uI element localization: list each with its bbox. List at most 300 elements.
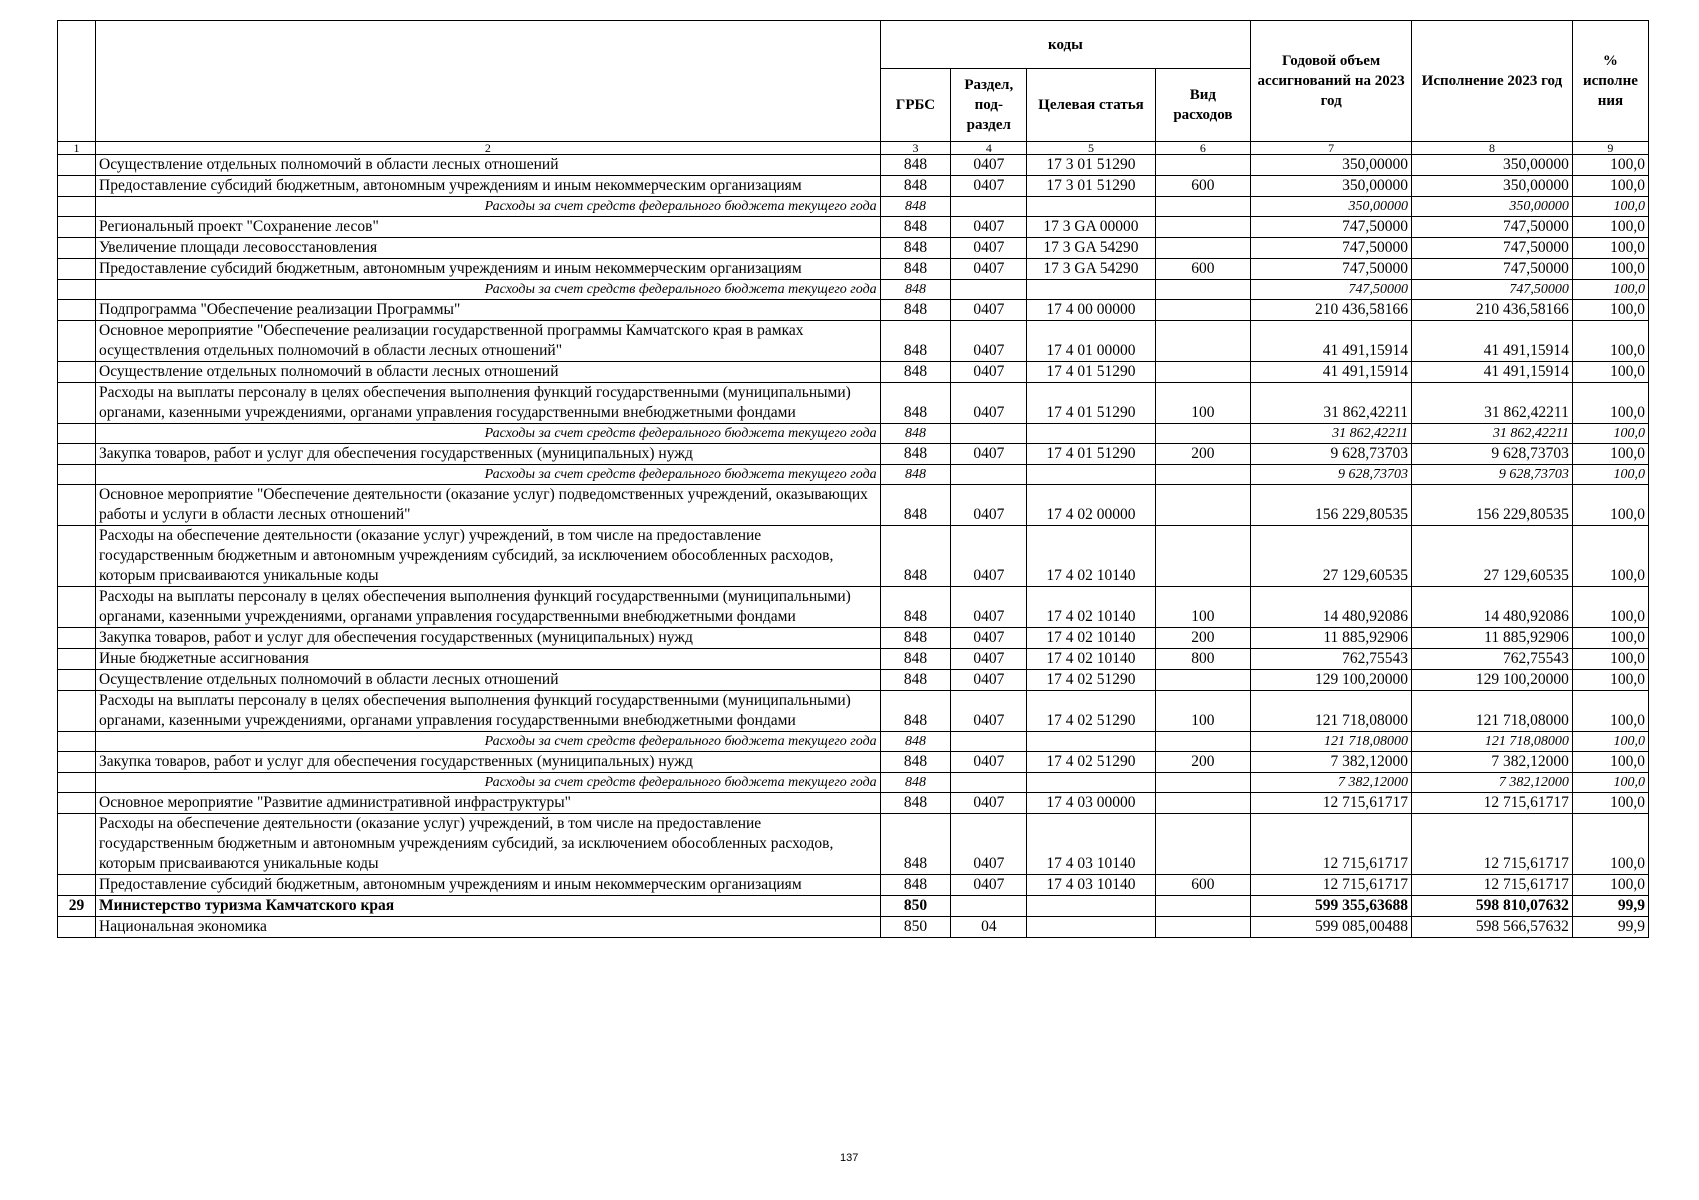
row-percent: 99,9 xyxy=(1572,917,1648,938)
header-execution: Исполнение 2023 год xyxy=(1412,21,1573,142)
row-execution: 11 885,92906 xyxy=(1412,628,1573,649)
row-exptype xyxy=(1155,155,1251,176)
row-execution: 31 862,42211 xyxy=(1412,383,1573,424)
column-number-row xyxy=(58,142,1649,155)
header-percent: % исполне ния xyxy=(1572,21,1648,142)
row-annual: 747,50000 xyxy=(1251,259,1412,280)
row-exptype xyxy=(1155,732,1251,752)
row-grbs: 848 xyxy=(880,217,951,238)
row-exptype: 600 xyxy=(1155,176,1251,197)
row-name: Министерство туризма Камчатского края xyxy=(96,896,881,917)
row-grbs: 848 xyxy=(880,628,951,649)
table-row xyxy=(58,444,1649,465)
row-grbs: 848 xyxy=(880,793,951,814)
row-exptype xyxy=(1155,896,1251,917)
row-grbs: 848 xyxy=(880,752,951,773)
row-percent: 100,0 xyxy=(1572,691,1648,732)
column-number: 1 xyxy=(58,142,96,155)
row-exptype xyxy=(1155,793,1251,814)
table-row xyxy=(58,217,1649,238)
table-row xyxy=(58,176,1649,197)
table-row xyxy=(58,875,1649,896)
row-section: 04 xyxy=(951,917,1027,938)
table-row xyxy=(58,362,1649,383)
row-annual: 121 718,08000 xyxy=(1251,691,1412,732)
row-annual: 31 862,42211 xyxy=(1251,424,1412,444)
row-target xyxy=(1027,197,1155,217)
row-exptype xyxy=(1155,917,1251,938)
row-execution: 12 715,61717 xyxy=(1412,793,1573,814)
row-target xyxy=(1027,773,1155,793)
row-grbs: 848 xyxy=(880,155,951,176)
row-annual: 599 355,63688 xyxy=(1251,896,1412,917)
row-name: Предоставление субсидий бюджетным, автономным учреждениям и иным некоммерческим организациям xyxy=(96,176,881,197)
row-target: 17 3 GA 54290 xyxy=(1027,259,1155,280)
row-number xyxy=(58,587,96,628)
row-target: 17 3 GA 54290 xyxy=(1027,238,1155,259)
row-target: 17 4 02 10140 xyxy=(1027,649,1155,670)
row-grbs: 848 xyxy=(880,875,951,896)
row-target xyxy=(1027,917,1155,938)
row-grbs: 848 xyxy=(880,465,951,485)
row-grbs: 850 xyxy=(880,896,951,917)
row-name: Подпрограмма "Обеспечение реализации Программы" xyxy=(96,300,881,321)
row-percent: 100,0 xyxy=(1572,155,1648,176)
row-number xyxy=(58,197,96,217)
row-grbs: 848 xyxy=(880,176,951,197)
table-row xyxy=(58,424,1649,444)
column-number: 8 xyxy=(1412,142,1573,155)
row-target: 17 4 01 51290 xyxy=(1027,383,1155,424)
row-annual: 7 382,12000 xyxy=(1251,752,1412,773)
table-row xyxy=(58,691,1649,732)
row-number xyxy=(58,155,96,176)
row-section: 0407 xyxy=(951,587,1027,628)
header-annual: Годовой объем ассигнований на 2023 год xyxy=(1251,21,1412,142)
row-number xyxy=(58,259,96,280)
row-target xyxy=(1027,465,1155,485)
row-number xyxy=(58,300,96,321)
row-name: Иные бюджетные ассигнования xyxy=(96,649,881,670)
row-exptype: 200 xyxy=(1155,628,1251,649)
page-number: 137 xyxy=(840,1152,859,1164)
row-execution: 12 715,61717 xyxy=(1412,814,1573,875)
header-section: Раздел, под-раздел xyxy=(951,69,1027,142)
row-execution: 350,00000 xyxy=(1412,176,1573,197)
row-number xyxy=(58,875,96,896)
column-number: 9 xyxy=(1572,142,1648,155)
row-target: 17 4 01 00000 xyxy=(1027,321,1155,362)
row-name: Увеличение площади лесовосстановления xyxy=(96,238,881,259)
row-exptype xyxy=(1155,321,1251,362)
row-section: 0407 xyxy=(951,383,1027,424)
row-target: 17 3 01 51290 xyxy=(1027,176,1155,197)
row-number: 29 xyxy=(58,896,96,917)
row-section xyxy=(951,465,1027,485)
column-number: 2 xyxy=(96,142,881,155)
row-percent: 100,0 xyxy=(1572,875,1648,896)
row-section: 0407 xyxy=(951,300,1027,321)
row-execution: 747,50000 xyxy=(1412,280,1573,300)
row-exptype xyxy=(1155,280,1251,300)
row-target: 17 4 01 51290 xyxy=(1027,362,1155,383)
budget-table xyxy=(57,20,1649,938)
row-section: 0407 xyxy=(951,217,1027,238)
row-percent: 100,0 xyxy=(1572,238,1648,259)
row-grbs: 848 xyxy=(880,485,951,526)
row-target: 17 4 03 10140 xyxy=(1027,814,1155,875)
row-name: Закупка товаров, работ и услуг для обеспечения государственных (муниципальных) нужд xyxy=(96,752,881,773)
table-row xyxy=(58,773,1649,793)
row-number xyxy=(58,238,96,259)
row-annual: 121 718,08000 xyxy=(1251,732,1412,752)
row-target: 17 4 02 00000 xyxy=(1027,485,1155,526)
row-grbs: 848 xyxy=(880,300,951,321)
row-section xyxy=(951,280,1027,300)
row-section: 0407 xyxy=(951,238,1027,259)
row-annual: 9 628,73703 xyxy=(1251,444,1412,465)
row-exptype: 200 xyxy=(1155,752,1251,773)
row-execution: 41 491,15914 xyxy=(1412,321,1573,362)
row-execution: 762,75543 xyxy=(1412,649,1573,670)
row-number xyxy=(58,176,96,197)
table-row xyxy=(58,259,1649,280)
row-grbs: 848 xyxy=(880,526,951,587)
row-name: Региональный проект "Сохранение лесов" xyxy=(96,217,881,238)
row-number xyxy=(58,773,96,793)
row-target: 17 4 02 10140 xyxy=(1027,587,1155,628)
row-execution: 747,50000 xyxy=(1412,238,1573,259)
table-body xyxy=(58,155,1649,938)
row-section: 0407 xyxy=(951,814,1027,875)
row-annual: 7 382,12000 xyxy=(1251,773,1412,793)
table-row xyxy=(58,917,1649,938)
row-target: 17 4 02 10140 xyxy=(1027,526,1155,587)
header-blank-name xyxy=(96,21,881,142)
row-annual: 9 628,73703 xyxy=(1251,465,1412,485)
row-number xyxy=(58,321,96,362)
row-percent: 100,0 xyxy=(1572,176,1648,197)
row-grbs: 848 xyxy=(880,280,951,300)
row-section xyxy=(951,424,1027,444)
row-annual: 12 715,61717 xyxy=(1251,814,1412,875)
row-section: 0407 xyxy=(951,793,1027,814)
table-row xyxy=(58,465,1649,485)
row-number xyxy=(58,732,96,752)
row-target: 17 4 00 00000 xyxy=(1027,300,1155,321)
row-annual: 14 480,92086 xyxy=(1251,587,1412,628)
row-exptype xyxy=(1155,197,1251,217)
column-number: 7 xyxy=(1251,142,1412,155)
row-grbs: 848 xyxy=(880,444,951,465)
row-number xyxy=(58,280,96,300)
row-execution: 350,00000 xyxy=(1412,197,1573,217)
row-exptype xyxy=(1155,362,1251,383)
header-codes: коды xyxy=(880,21,1251,69)
row-percent: 100,0 xyxy=(1572,793,1648,814)
row-execution: 9 628,73703 xyxy=(1412,465,1573,485)
row-target: 17 4 02 51290 xyxy=(1027,752,1155,773)
table-row xyxy=(58,280,1649,300)
table-row xyxy=(58,526,1649,587)
row-section: 0407 xyxy=(951,155,1027,176)
row-number xyxy=(58,383,96,424)
row-execution: 7 382,12000 xyxy=(1412,752,1573,773)
row-target: 17 3 GA 00000 xyxy=(1027,217,1155,238)
row-execution: 14 480,92086 xyxy=(1412,587,1573,628)
row-percent: 100,0 xyxy=(1572,259,1648,280)
row-name: Осуществление отдельных полномочий в области лесных отношений xyxy=(96,670,881,691)
row-grbs: 848 xyxy=(880,773,951,793)
row-section xyxy=(951,773,1027,793)
row-grbs: 848 xyxy=(880,424,951,444)
row-exptype: 800 xyxy=(1155,649,1251,670)
row-exptype: 200 xyxy=(1155,444,1251,465)
row-name: Расходы на обеспечение деятельности (оказание услуг) учреждений, в том числе на предоставление государственным бюджетным и автономным учреждениям субсидий, за исключением обособленных расходов, которым присваиваются уникальные коды xyxy=(96,526,881,587)
row-percent: 100,0 xyxy=(1572,362,1648,383)
row-annual: 129 100,20000 xyxy=(1251,670,1412,691)
column-number: 5 xyxy=(1027,142,1155,155)
row-number xyxy=(58,814,96,875)
row-percent: 100,0 xyxy=(1572,300,1648,321)
row-name: Осуществление отдельных полномочий в области лесных отношений xyxy=(96,155,881,176)
header-grbs: ГРБС xyxy=(880,69,951,142)
row-name: Осуществление отдельных полномочий в области лесных отношений xyxy=(96,362,881,383)
row-exptype: 600 xyxy=(1155,259,1251,280)
table-row xyxy=(58,238,1649,259)
row-section xyxy=(951,197,1027,217)
row-number xyxy=(58,526,96,587)
row-execution: 9 628,73703 xyxy=(1412,444,1573,465)
row-percent: 100,0 xyxy=(1572,280,1648,300)
row-percent: 100,0 xyxy=(1572,383,1648,424)
row-grbs: 848 xyxy=(880,383,951,424)
table-row xyxy=(58,793,1649,814)
row-name: Закупка товаров, работ и услуг для обеспечения государственных (муниципальных) нужд xyxy=(96,628,881,649)
row-percent: 100,0 xyxy=(1572,485,1648,526)
row-execution: 598 810,07632 xyxy=(1412,896,1573,917)
row-exptype xyxy=(1155,465,1251,485)
row-number xyxy=(58,917,96,938)
row-name: Расходы на выплаты персоналу в целях обеспечения выполнения функций государственными (муниципальными) органами, казенными учреждениями, органами управления государственными внебюджетными фондами xyxy=(96,383,881,424)
row-annual: 210 436,58166 xyxy=(1251,300,1412,321)
row-exptype xyxy=(1155,238,1251,259)
row-section: 0407 xyxy=(951,670,1027,691)
budget-sheet xyxy=(57,20,1649,938)
row-execution: 598 566,57632 xyxy=(1412,917,1573,938)
row-exptype: 100 xyxy=(1155,587,1251,628)
row-execution: 12 715,61717 xyxy=(1412,875,1573,896)
row-execution: 7 382,12000 xyxy=(1412,773,1573,793)
row-number xyxy=(58,649,96,670)
row-name: Расходы за счет средств федерального бюджета текущего года xyxy=(96,280,881,300)
row-percent: 100,0 xyxy=(1572,424,1648,444)
row-section: 0407 xyxy=(951,691,1027,732)
row-annual: 12 715,61717 xyxy=(1251,793,1412,814)
row-grbs: 848 xyxy=(880,814,951,875)
row-section: 0407 xyxy=(951,526,1027,587)
row-name: Расходы за счет средств федерального бюджета текущего года xyxy=(96,197,881,217)
row-section: 0407 xyxy=(951,259,1027,280)
row-grbs: 850 xyxy=(880,917,951,938)
row-number xyxy=(58,362,96,383)
table-row xyxy=(58,321,1649,362)
row-name: Закупка товаров, работ и услуг для обеспечения государственных (муниципальных) нужд xyxy=(96,444,881,465)
header-target: Целевая статья xyxy=(1027,69,1155,142)
row-percent: 100,0 xyxy=(1572,197,1648,217)
table-row xyxy=(58,670,1649,691)
row-target: 17 4 01 51290 xyxy=(1027,444,1155,465)
row-number xyxy=(58,485,96,526)
row-percent: 100,0 xyxy=(1572,628,1648,649)
row-execution: 27 129,60535 xyxy=(1412,526,1573,587)
table-row xyxy=(58,300,1649,321)
row-section xyxy=(951,732,1027,752)
table-row xyxy=(58,155,1649,176)
row-annual: 350,00000 xyxy=(1251,176,1412,197)
row-exptype xyxy=(1155,773,1251,793)
row-exptype xyxy=(1155,424,1251,444)
row-execution: 350,00000 xyxy=(1412,155,1573,176)
row-annual: 31 862,42211 xyxy=(1251,383,1412,424)
row-name: Расходы за счет средств федерального бюджета текущего года xyxy=(96,773,881,793)
table-row xyxy=(58,649,1649,670)
row-grbs: 848 xyxy=(880,321,951,362)
row-annual: 599 085,00488 xyxy=(1251,917,1412,938)
row-execution: 41 491,15914 xyxy=(1412,362,1573,383)
table-row xyxy=(58,197,1649,217)
row-grbs: 848 xyxy=(880,691,951,732)
row-exptype: 100 xyxy=(1155,691,1251,732)
row-name: Основное мероприятие "Обеспечение реализации государственной программы Камчатского края в рамках осуществления отдельных полномочий в области лесных отношений" xyxy=(96,321,881,362)
row-annual: 762,75543 xyxy=(1251,649,1412,670)
row-section xyxy=(951,896,1027,917)
row-percent: 100,0 xyxy=(1572,649,1648,670)
row-target: 17 4 02 51290 xyxy=(1027,691,1155,732)
row-annual: 11 885,92906 xyxy=(1251,628,1412,649)
row-annual: 747,50000 xyxy=(1251,217,1412,238)
column-number: 3 xyxy=(880,142,951,155)
row-annual: 747,50000 xyxy=(1251,280,1412,300)
row-section: 0407 xyxy=(951,752,1027,773)
row-target xyxy=(1027,280,1155,300)
header-blank-num xyxy=(58,21,96,142)
row-grbs: 848 xyxy=(880,362,951,383)
row-section: 0407 xyxy=(951,321,1027,362)
row-section: 0407 xyxy=(951,649,1027,670)
row-execution: 121 718,08000 xyxy=(1412,732,1573,752)
row-percent: 100,0 xyxy=(1572,444,1648,465)
table-header xyxy=(58,21,1649,155)
row-name: Расходы за счет средств федерального бюджета текущего года xyxy=(96,424,881,444)
row-name: Основное мероприятие "Развитие административной инфраструктуры" xyxy=(96,793,881,814)
row-percent: 100,0 xyxy=(1572,670,1648,691)
header-exptype: Вид расходов xyxy=(1155,69,1251,142)
row-number xyxy=(58,752,96,773)
row-annual: 156 229,80535 xyxy=(1251,485,1412,526)
row-number xyxy=(58,793,96,814)
row-percent: 100,0 xyxy=(1572,773,1648,793)
row-execution: 156 229,80535 xyxy=(1412,485,1573,526)
row-number xyxy=(58,424,96,444)
row-grbs: 848 xyxy=(880,259,951,280)
row-percent: 100,0 xyxy=(1572,217,1648,238)
row-target: 17 4 03 10140 xyxy=(1027,875,1155,896)
table-row xyxy=(58,383,1649,424)
row-exptype xyxy=(1155,526,1251,587)
row-execution: 747,50000 xyxy=(1412,217,1573,238)
row-execution: 129 100,20000 xyxy=(1412,670,1573,691)
row-percent: 100,0 xyxy=(1572,465,1648,485)
row-percent: 100,0 xyxy=(1572,587,1648,628)
row-exptype: 100 xyxy=(1155,383,1251,424)
row-percent: 100,0 xyxy=(1572,752,1648,773)
row-name: Расходы за счет средств федерального бюджета текущего года xyxy=(96,465,881,485)
row-percent: 99,9 xyxy=(1572,896,1648,917)
row-name: Национальная экономика xyxy=(96,917,881,938)
row-annual: 350,00000 xyxy=(1251,155,1412,176)
row-section: 0407 xyxy=(951,176,1027,197)
row-target: 17 3 01 51290 xyxy=(1027,155,1155,176)
row-grbs: 848 xyxy=(880,587,951,628)
row-section: 0407 xyxy=(951,485,1027,526)
table-row xyxy=(58,814,1649,875)
row-section: 0407 xyxy=(951,628,1027,649)
row-number xyxy=(58,628,96,649)
row-execution: 121 718,08000 xyxy=(1412,691,1573,732)
row-exptype xyxy=(1155,300,1251,321)
row-target xyxy=(1027,896,1155,917)
row-section: 0407 xyxy=(951,444,1027,465)
row-number xyxy=(58,444,96,465)
row-annual: 41 491,15914 xyxy=(1251,321,1412,362)
row-exptype: 600 xyxy=(1155,875,1251,896)
table-row xyxy=(58,752,1649,773)
row-annual: 747,50000 xyxy=(1251,238,1412,259)
column-number: 6 xyxy=(1155,142,1251,155)
row-name: Расходы на выплаты персоналу в целях обеспечения выполнения функций государственными (муниципальными) органами, казенными учреждениями, органами управления государственными внебюджетными фондами xyxy=(96,587,881,628)
row-name: Расходы на обеспечение деятельности (оказание услуг) учреждений, в том числе на предоставление государственным бюджетным и автономным учреждениям субсидий, за исключением обособленных расходов, которым присваиваются уникальные коды xyxy=(96,814,881,875)
row-number xyxy=(58,465,96,485)
row-number xyxy=(58,217,96,238)
row-section: 0407 xyxy=(951,875,1027,896)
row-target: 17 4 02 10140 xyxy=(1027,628,1155,649)
row-percent: 100,0 xyxy=(1572,732,1648,752)
table-row xyxy=(58,628,1649,649)
row-target: 17 4 02 51290 xyxy=(1027,670,1155,691)
row-grbs: 848 xyxy=(880,238,951,259)
row-name: Предоставление субсидий бюджетным, автономным учреждениям и иным некоммерческим организациям xyxy=(96,259,881,280)
row-grbs: 848 xyxy=(880,732,951,752)
table-row xyxy=(58,896,1649,917)
row-percent: 100,0 xyxy=(1572,814,1648,875)
row-execution: 210 436,58166 xyxy=(1412,300,1573,321)
row-target: 17 4 03 00000 xyxy=(1027,793,1155,814)
row-number xyxy=(58,670,96,691)
row-grbs: 848 xyxy=(880,649,951,670)
row-target xyxy=(1027,424,1155,444)
row-annual: 350,00000 xyxy=(1251,197,1412,217)
row-name: Предоставление субсидий бюджетным, автономным учреждениям и иным некоммерческим организациям xyxy=(96,875,881,896)
table-row xyxy=(58,587,1649,628)
row-number xyxy=(58,691,96,732)
row-exptype xyxy=(1155,814,1251,875)
table-row xyxy=(58,732,1649,752)
row-grbs: 848 xyxy=(880,670,951,691)
row-exptype xyxy=(1155,217,1251,238)
column-number: 4 xyxy=(951,142,1027,155)
row-percent: 100,0 xyxy=(1572,321,1648,362)
